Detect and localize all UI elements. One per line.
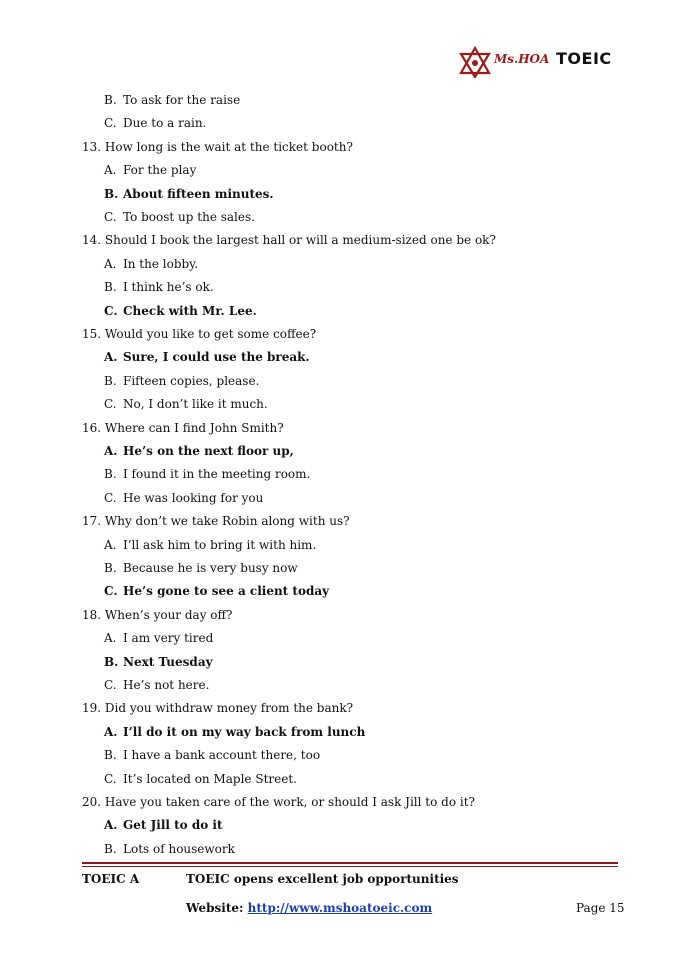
- option-text: Get Jill to do it: [123, 818, 223, 833]
- option-letter: B.: [104, 93, 117, 107]
- option-text: I’ll do it on my way back from lunch: [123, 724, 366, 739]
- option-letter: C.: [104, 584, 118, 599]
- option-letter: C.: [104, 303, 118, 318]
- logo-star-icon: [458, 46, 492, 78]
- option-letter: B.: [104, 373, 117, 388]
- question-text: 13. How long is the wait at the ticket booth?: [82, 139, 353, 154]
- option-text: In the lobby.: [123, 256, 199, 271]
- option-letter: A.: [104, 537, 117, 552]
- option-letter: B.: [104, 280, 117, 295]
- footer-divider: [82, 862, 618, 864]
- option-text: I found it in the meeting room.: [123, 467, 311, 482]
- option-text: Check with Mr. Lee.: [123, 303, 257, 318]
- option-text: Because he is very busy now: [123, 561, 298, 575]
- page-number: Page 15: [576, 901, 625, 915]
- answer-option: [104, 373, 259, 389]
- option-letter: A.: [104, 818, 118, 833]
- answer-option: [104, 466, 310, 482]
- option-letter: B.: [104, 467, 117, 482]
- question-text: 16. Where can I find John Smith?: [82, 420, 284, 435]
- option-letter: B.: [104, 841, 117, 856]
- option-letter: C.: [104, 678, 117, 692]
- answer-option: [104, 560, 298, 576]
- option-letter: C.: [104, 490, 117, 505]
- option-text: For the play: [123, 163, 197, 178]
- footer-section-label: TOEIC A: [82, 872, 140, 886]
- answer-option: [104, 537, 316, 553]
- website-label: Website:: [186, 901, 244, 915]
- answer-option: [104, 256, 198, 272]
- option-text: About fifteen minutes.: [123, 186, 274, 201]
- answer-option: [104, 677, 209, 693]
- correct-answer-option: [104, 654, 213, 670]
- option-letter: B.: [104, 748, 117, 763]
- option-letter: B.: [104, 186, 119, 201]
- answer-option: [104, 841, 235, 857]
- option-letter: C.: [104, 397, 117, 412]
- answer-option: [104, 92, 240, 108]
- question-text: 15. Would you like to get some coffee?: [82, 327, 317, 341]
- correct-answer-option: [104, 583, 329, 599]
- answer-option: [104, 279, 214, 295]
- option-letter: C.: [104, 116, 117, 131]
- option-text: Lots of housework: [123, 841, 235, 856]
- question-text: 14. Should I book the largest hall or will a medium-sized one be ok?: [82, 233, 496, 248]
- answer-option: [104, 396, 268, 412]
- answer-option: [104, 771, 297, 787]
- option-text: I’ll ask him to bring it with him.: [123, 537, 317, 552]
- footer-website: [186, 901, 432, 915]
- option-letter: B.: [104, 654, 119, 669]
- question-text: 18. When’s your day off?: [82, 607, 233, 622]
- answer-option: [104, 747, 320, 763]
- brand-logo: [458, 46, 618, 78]
- question-text: 20. Have you taken care of the work, or should I ask Jill to do it?: [82, 795, 475, 809]
- option-text: No, I don’t like it much.: [123, 397, 268, 412]
- option-text: To ask for the raise: [123, 93, 241, 107]
- footer-divider-thin: [82, 866, 618, 867]
- correct-answer-option: [104, 817, 223, 833]
- option-letter: A.: [104, 444, 118, 458]
- logo-toeic-text: TOEIC: [556, 49, 612, 68]
- option-letter: B.: [104, 561, 117, 575]
- correct-answer-option: [104, 303, 257, 319]
- correct-answer-option: [104, 349, 310, 365]
- answer-option: [104, 490, 263, 506]
- option-text: I have a bank account there, too: [123, 748, 321, 763]
- option-text: Sure, I could use the break.: [123, 350, 310, 365]
- answer-option: [104, 162, 196, 178]
- option-text: Next Tuesday: [123, 654, 213, 669]
- option-text: He’s not here.: [123, 678, 210, 692]
- option-letter: C.: [104, 210, 117, 224]
- option-letter: A.: [104, 631, 117, 646]
- option-text: He’s on the next floor up,: [123, 444, 294, 458]
- website-link[interactable]: http://www.mshoatoeic.com: [247, 901, 433, 915]
- option-text: I am very tired: [123, 631, 214, 646]
- answer-option: [104, 209, 255, 225]
- question-text: 19. Did you withdraw money from the bank?: [82, 701, 354, 716]
- option-text: He was looking for you: [123, 490, 264, 505]
- option-letter: A.: [104, 350, 118, 365]
- answer-option: [104, 630, 213, 646]
- option-text: Due to a rain.: [123, 116, 207, 131]
- option-text: Fifteen copies, please.: [123, 373, 260, 388]
- question-text: 17. Why don’t we take Robin along with us?: [82, 514, 350, 529]
- option-letter: A.: [104, 256, 117, 271]
- footer-slogan: TOEIC opens excellent job opportunities: [186, 872, 459, 886]
- answer-option: [104, 115, 206, 131]
- logo-ms-text: Ms.HOA: [494, 52, 550, 66]
- option-text: I think he’s ok.: [123, 280, 214, 295]
- option-text: To boost up the sales.: [123, 210, 255, 224]
- option-letter: A.: [104, 163, 117, 178]
- correct-answer-option: [104, 186, 274, 202]
- option-text: It’s located on Maple Street.: [123, 771, 297, 786]
- option-text: He’s gone to see a client today: [123, 584, 330, 599]
- option-letter: A.: [104, 724, 118, 739]
- correct-answer-option: [104, 724, 365, 740]
- correct-answer-option: [104, 443, 294, 459]
- option-letter: C.: [104, 771, 117, 786]
